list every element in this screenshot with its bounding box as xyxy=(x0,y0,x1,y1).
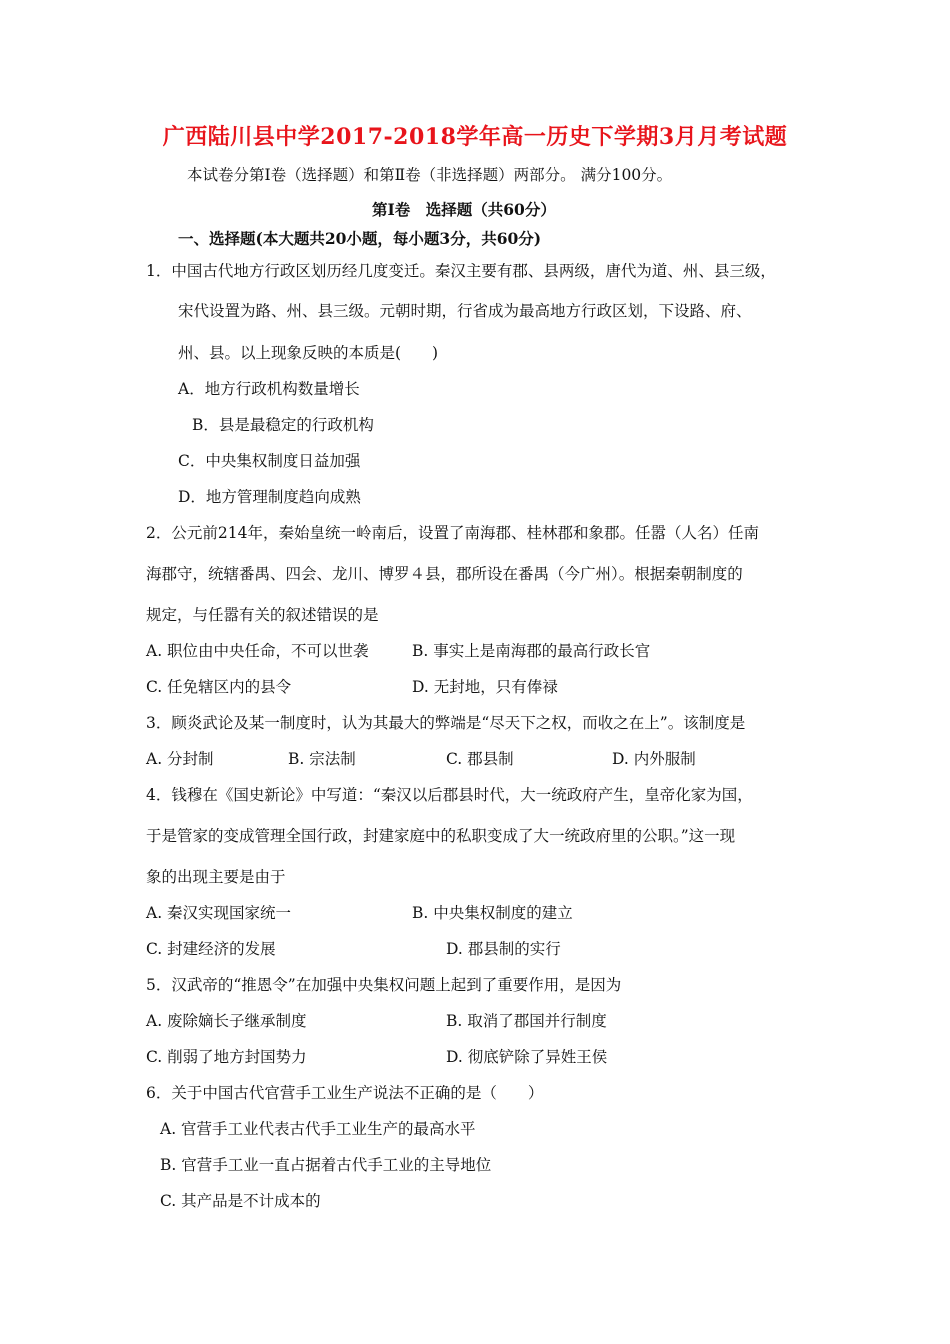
q4-stem-line2: 于是管家的变成管理全国行政，封建家庭中的私职变成了大一统政府里的公职。”这一现 xyxy=(146,827,736,845)
q5-option-a: A. 废除嫡长子继承制度 xyxy=(146,1012,307,1030)
q1-stem-line2: 宋代设置为路、州、县三级。元朝时期，行省成为最高地方行政区划，下设路、府、 xyxy=(178,302,752,320)
q4-option-a: A. 秦汉实现国家统一 xyxy=(146,904,292,922)
q3-option-c: C. 郡县制 xyxy=(446,750,514,768)
q2-option-d: D. 无封地，只有俸禄 xyxy=(412,678,558,696)
q4-option-b: B. 中央集权制度的建立 xyxy=(412,904,573,922)
q3-option-b: B. 宗法制 xyxy=(288,750,356,768)
q2-option-c: C. 任免辖区内的县令 xyxy=(146,678,292,696)
section1-heading: 一、选择题(本大题共20小题，每小题3分，共60分) xyxy=(178,229,542,248)
q5-option-b: B. 取消了郡国并行制度 xyxy=(446,1012,607,1030)
q1-option-c: C．中央集权制度日益加强 xyxy=(178,452,361,470)
q6-option-b: B. 官营手工业一直占据着古代手工业的主导地位 xyxy=(160,1156,492,1174)
q5-option-d: D. 彻底铲除了异姓王侯 xyxy=(446,1048,608,1066)
q4-stem-line1: 4．钱穆在《国史新论》中写道：“秦汉以后郡县时代，大一统政府产生，皇帝化家为国， xyxy=(146,786,753,804)
q2-option-a: A. 职位由中央任命，不可以世袭 xyxy=(146,642,369,660)
q5-stem-line1: 5．汉武帝的“推恩令”在加强中央集权问题上起到了重要作用，是因为 xyxy=(146,976,622,994)
q4-option-c: C. 封建经济的发展 xyxy=(146,940,276,958)
exam-intro: 本试卷分第Ⅰ卷（选择题）和第Ⅱ卷（非选择题）两部分。 满分100分。 xyxy=(187,166,673,184)
q1-option-a: A．地方行政机构数量增长 xyxy=(178,380,360,398)
q1-stem-line3: 州、县。以上现象反映的本质是( ) xyxy=(178,344,439,362)
q2-stem-line2: 海郡守，统辖番禺、四会、龙川、博罗４县，郡所设在番禺（今广州）。根据秦朝制度的 xyxy=(146,565,743,583)
q6-option-c: C. 其产品是不计成本的 xyxy=(160,1192,321,1210)
q2-option-b: B. 事实上是南海郡的最高行政长官 xyxy=(412,642,651,660)
q1-option-b: B．县是最稳定的行政机构 xyxy=(192,416,374,434)
q4-stem-line3: 象的出现主要是由于 xyxy=(146,868,286,886)
q1-option-d: D．地方管理制度趋向成熟 xyxy=(178,488,361,506)
q2-stem-line1: 2．公元前214年，秦始皇统一岭南后，设置了南海郡、桂林郡和象郡。任嚣（人名）任南 xyxy=(146,524,759,542)
q1-stem-line1: 1．中国古代地方行政区划历经几度变迁。秦汉主要有郡、县两级，唐代为道、州、县三级， xyxy=(146,262,776,280)
q5-option-c: C. 削弱了地方封国势力 xyxy=(146,1048,307,1066)
part1-heading: 第Ⅰ卷 选择题（共60分） xyxy=(372,200,556,219)
q4-option-d: D. 郡县制的实行 xyxy=(446,940,561,958)
q3-option-a: A. 分封制 xyxy=(146,750,214,768)
q2-stem-line3: 规定，与任嚣有关的叙述错误的是 xyxy=(146,606,379,624)
q6-option-a: A. 官营手工业代表古代手工业生产的最高水平 xyxy=(160,1120,476,1138)
q6-stem-line1: 6．关于中国古代官营手工业生产说法不正确的是（ ） xyxy=(146,1084,544,1102)
q3-stem-line1: 3．顾炎武论及某一制度时，认为其最大的弊端是“尽天下之权，而收之在上”。该制度是 xyxy=(146,714,746,732)
exam-title: 广西陆川县中学2017-2018学年高一历史下学期3月月考试题 xyxy=(162,124,788,150)
q3-option-d: D. 内外服制 xyxy=(612,750,696,768)
